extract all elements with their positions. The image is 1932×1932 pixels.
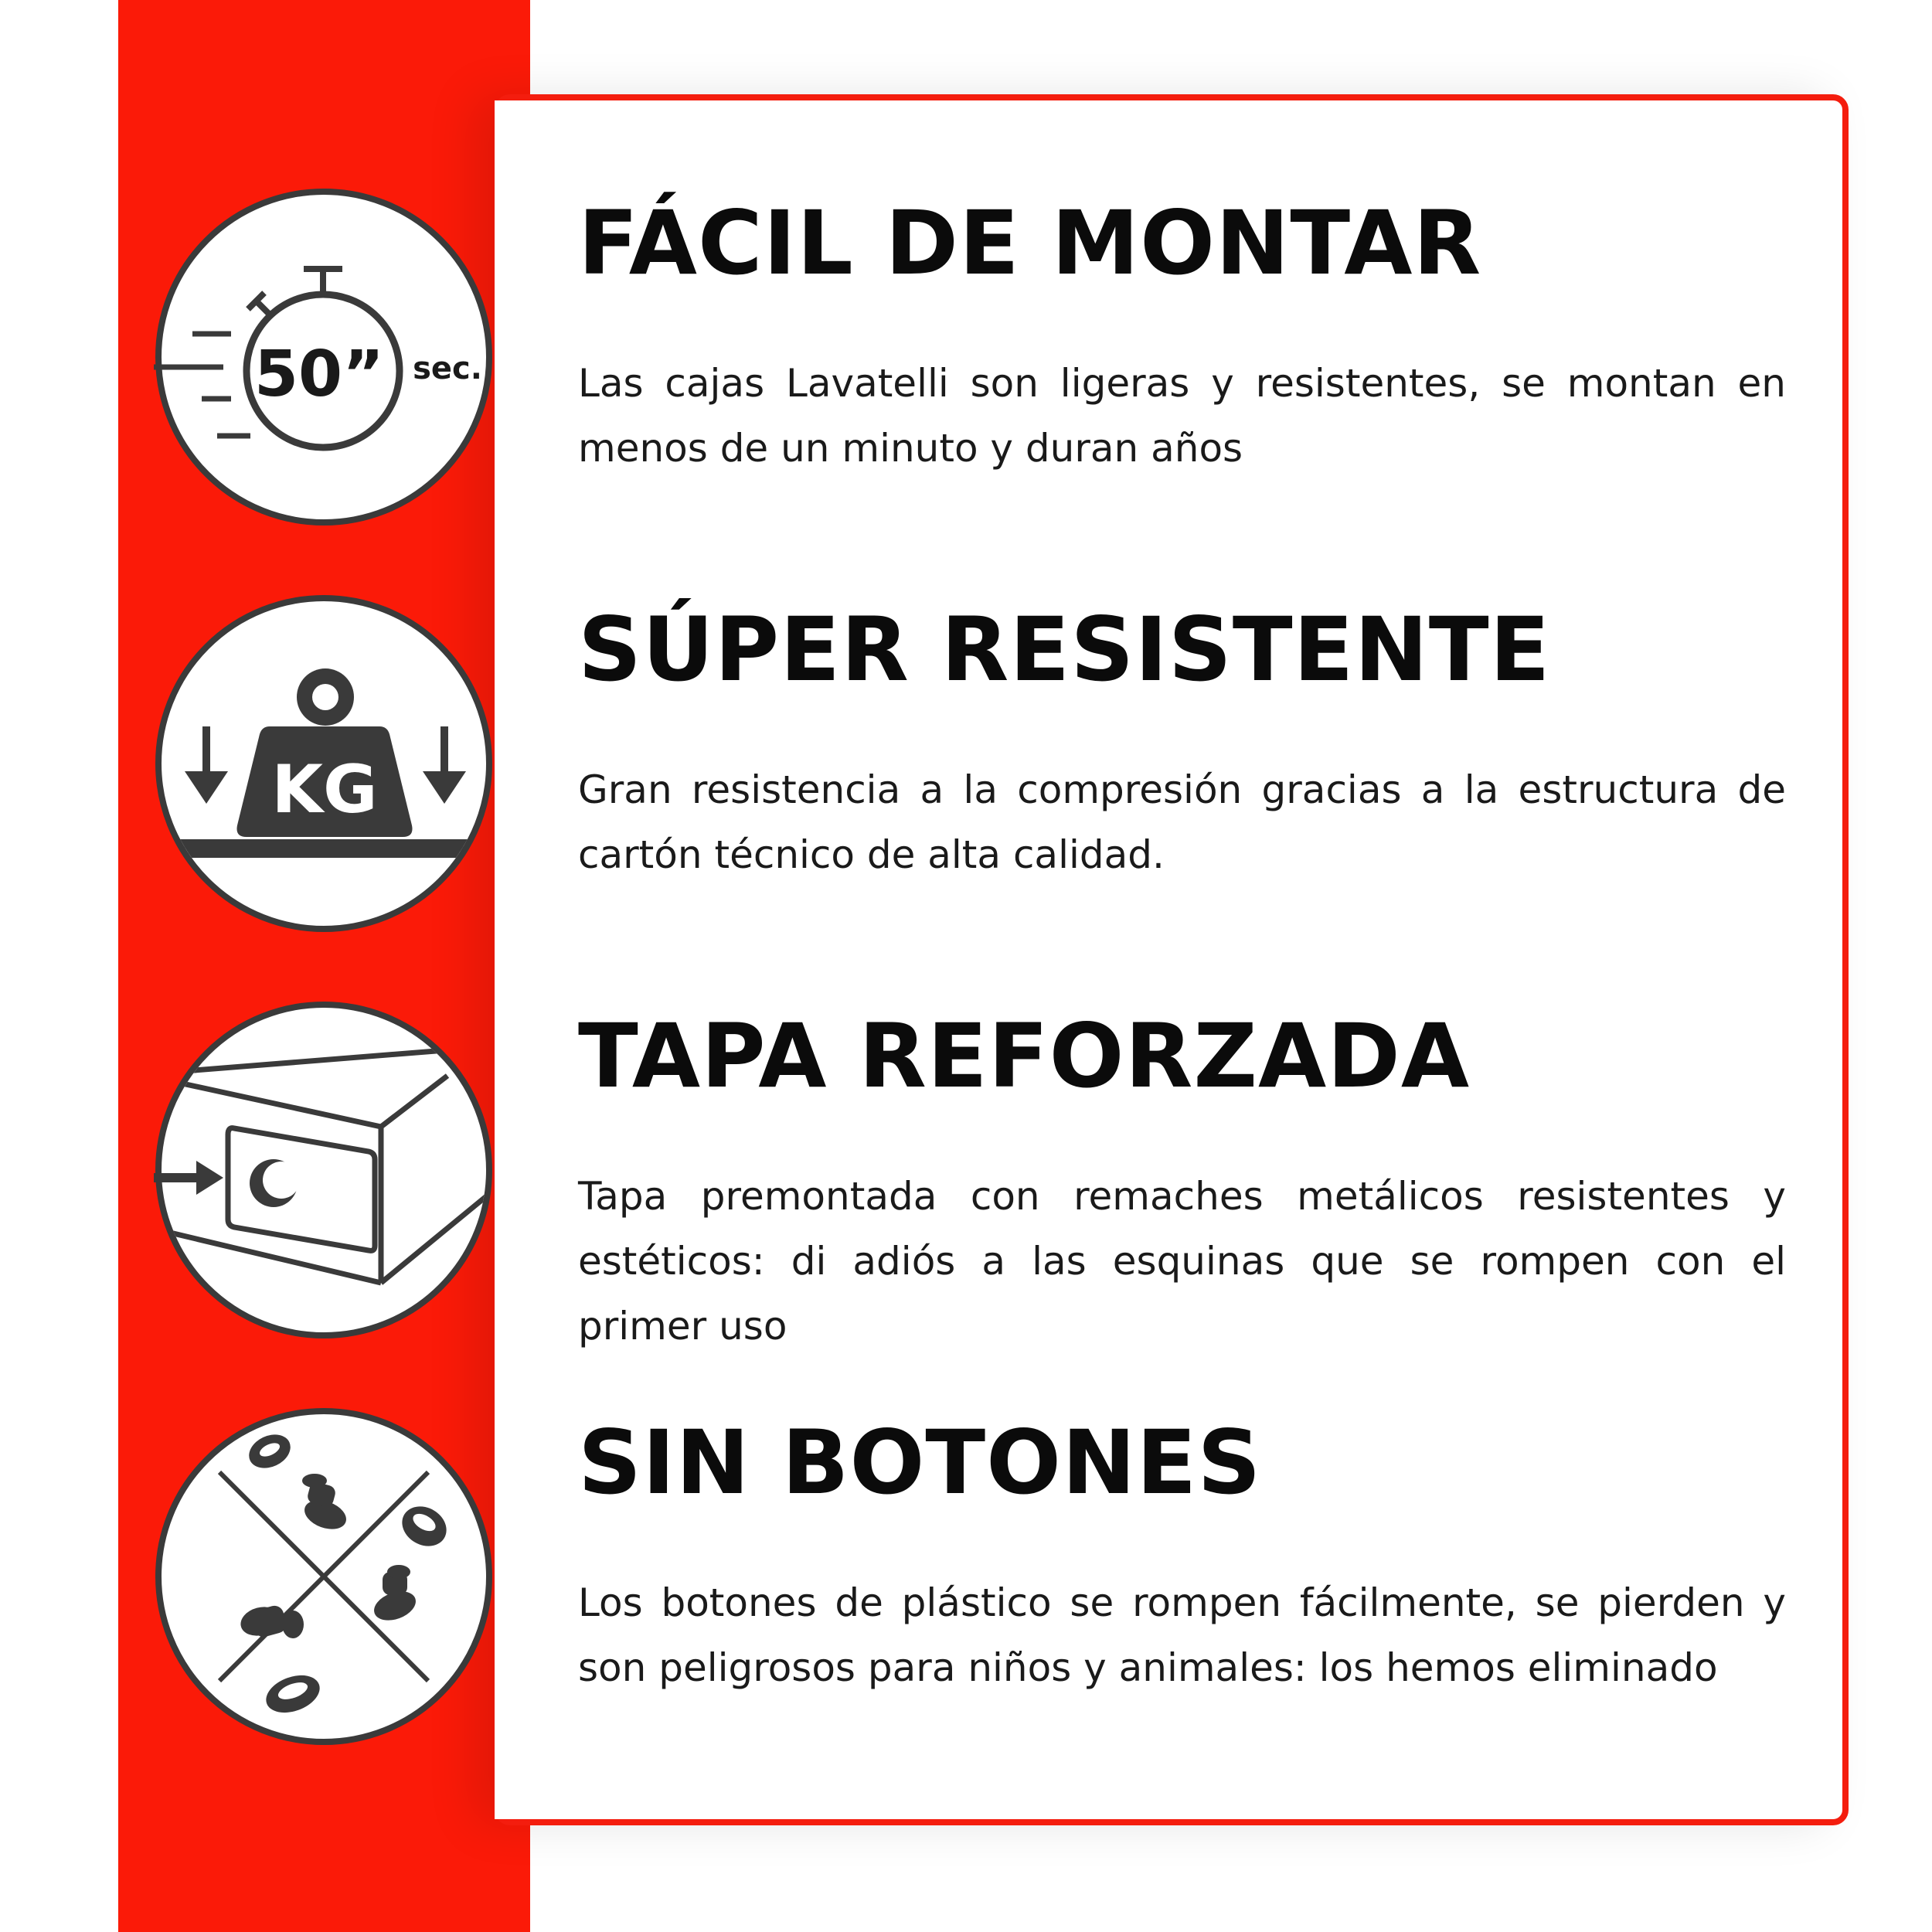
stopwatch-unit-label: sec.: [413, 351, 482, 386]
feature-title: TAPA REFORZADA: [578, 1005, 1471, 1107]
stopwatch-seconds-label: 50”: [253, 338, 385, 411]
feature-title: FÁCIL DE MONTAR: [578, 192, 1482, 294]
feature-reinforced-lid: [578, 1006, 1786, 1359]
weight-kg-label: KG: [271, 751, 378, 828]
panel-edge: [495, 100, 530, 1819]
feature-description: Tapa premontada con remaches metálicos resistentes y estéticos: di adiós a las esquinas que se rompen con el primer uso: [578, 1174, 1786, 1349]
feature-description: Los botones de plástico se rompen fácilmente, se pierden y son peligrosos para niños y animales: los hemos eliminado: [578, 1580, 1786, 1690]
feature-easy-assembly: [578, 193, 1786, 481]
weight-icon: [154, 594, 494, 934]
feature-super-resistant: [578, 600, 1786, 887]
feature-title: SÚPER RESISTENTE: [578, 598, 1551, 701]
no-buttons-icon: [154, 1406, 494, 1747]
feature-description: Las cajas Lavatelli son ligeras y resistentes, se montan en menos de un minuto y duran años: [578, 361, 1786, 471]
reinforced-lid-icon: [154, 1000, 494, 1340]
feature-title: SIN BOTONES: [578, 1411, 1262, 1514]
feature-description: Gran resistencia a la compresión gracias a la estructura de cartón técnico de alta calidad.: [578, 767, 1786, 877]
feature-no-buttons: [578, 1413, 1786, 1700]
stopwatch-icon: [154, 187, 494, 527]
